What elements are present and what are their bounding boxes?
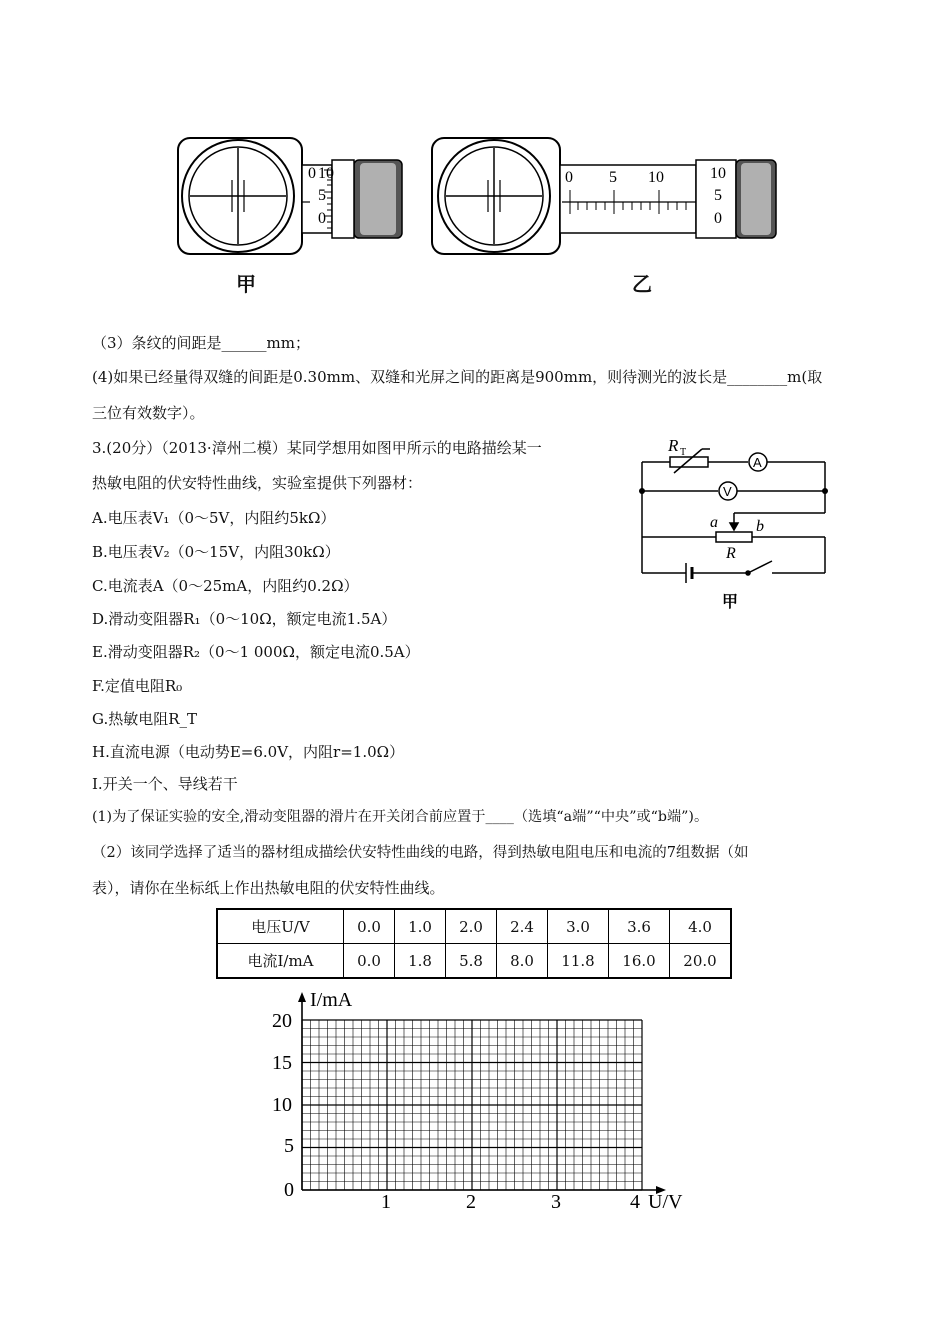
x-tick-1: 1 <box>381 1191 391 1213</box>
problem-3-line-1: 3.(20分）（2013·漳州二模）某同学想用如图甲所示的电路描绘某一 <box>92 439 542 457</box>
figure-caption-jia: 甲 <box>236 272 256 296</box>
table-header-current: 电流I/mA <box>217 944 344 979</box>
right-main-tick-5: 5 <box>609 169 617 186</box>
micrometer-figure <box>170 130 790 260</box>
ammeter-symbol: A <box>753 455 762 470</box>
table-cell: 8.0 <box>497 944 548 979</box>
sub-question-1: (1)为了保证实验的安全,滑动变阻器的滑片在开关闭合前应置于____（选填“a端”“中央”或“b端”)。 <box>92 809 709 825</box>
right-drum-tick-5: 5 <box>714 187 722 204</box>
table-cell: 0.0 <box>344 944 395 979</box>
table-cell: 2.0 <box>446 909 497 944</box>
x-tick-2: 2 <box>466 1191 476 1213</box>
x-axis-label: U/V <box>648 1191 683 1213</box>
eyepiece-left <box>178 138 402 254</box>
equipment-item-b: B.电压表V₂（0～15V，内阻30kΩ） <box>92 543 340 561</box>
left-drum-tick-10: 10 <box>318 165 334 182</box>
table-cell: 2.4 <box>497 909 548 944</box>
circuit-diagram <box>630 435 840 610</box>
x-tick-4: 4 <box>630 1191 640 1213</box>
question-3-part-3: （3）条纹的间距是______mm； <box>92 334 310 352</box>
eyepiece-right <box>432 138 776 254</box>
question-3-part-4-line-2: 三位有效数字）。 <box>92 404 205 422</box>
sub-question-2-line-2: 表），请你在坐标纸上作出热敏电阻的伏安特性曲线。 <box>92 879 445 897</box>
graph-paper <box>260 990 700 1220</box>
table-cell: 0.0 <box>344 909 395 944</box>
y-tick-15: 15 <box>272 1052 292 1074</box>
right-main-tick-10: 10 <box>648 169 664 186</box>
table-cell: 5.8 <box>446 944 497 979</box>
left-scale-zero: 0 <box>308 165 316 182</box>
problem-3-line-2: 热敏电阻的伏安特性曲线，实验室提供下列器材： <box>92 474 423 492</box>
y-axis-arrow <box>298 992 306 1002</box>
equipment-item-a: A.电压表V₁（0～5V，内阻约5kΩ） <box>92 509 336 527</box>
left-drum-tick-0: 0 <box>318 210 326 227</box>
table-cell: 1.0 <box>395 909 446 944</box>
right-drum-tick-0: 0 <box>714 210 722 227</box>
equipment-item-g: G.热敏电阻R_T <box>92 710 198 728</box>
figure-caption-yi: 乙 <box>632 272 652 296</box>
x-tick-3: 3 <box>551 1191 561 1213</box>
equipment-item-h: H.直流电源（电动势E=6.0V，内阻r=1.0Ω） <box>92 743 405 761</box>
voltmeter-symbol: V <box>723 484 732 499</box>
right-drum-tick-10: 10 <box>710 165 726 182</box>
question-3-part-4-line-1: (4)如果已经量得双缝的间距是0.30mm、双缝和光屏之间的距离是900mm，则待测光的波长是________m(取 <box>92 368 823 386</box>
y-tick-5: 5 <box>284 1135 294 1157</box>
table-header-voltage: 电压U/V <box>217 909 344 944</box>
thermistor-subscript: T <box>680 447 687 458</box>
sub-question-2-line-1: （2）该同学选择了适当的器材组成描绘伏安特性曲线的电路，得到热敏电阻电压和电流的7组数据（如 <box>92 845 749 861</box>
left-drum-tick-5: 5 <box>318 187 326 204</box>
data-table <box>216 908 732 979</box>
y-tick-10: 10 <box>272 1094 292 1116</box>
rheostat-label: R <box>726 545 736 562</box>
table-cell: 3.0 <box>548 909 609 944</box>
origin-label: 0 <box>284 1179 294 1201</box>
grid <box>302 1020 642 1190</box>
equipment-item-i: I.开关一个、导线若干 <box>92 775 238 793</box>
table-row-current <box>217 944 731 979</box>
table-cell: 1.8 <box>395 944 446 979</box>
table-cell: 4.0 <box>670 909 732 944</box>
table-cell: 3.6 <box>609 909 670 944</box>
right-main-tick-0: 0 <box>565 169 573 186</box>
terminal-a-label: a <box>710 514 718 531</box>
terminal-b-label: b <box>756 518 764 535</box>
table-cell: 20.0 <box>670 944 732 979</box>
equipment-item-e: E.滑动变阻器R₂（0～1 000Ω，额定电流0.5A） <box>92 643 420 661</box>
y-tick-20: 20 <box>272 1010 292 1032</box>
equipment-item-f: F.定值电阻R₀ <box>92 677 183 695</box>
table-row-voltage <box>217 909 731 944</box>
thermistor-label: R <box>668 436 679 455</box>
equipment-item-c: C.电流表A（0～25mA，内阻约0.2Ω） <box>92 577 359 595</box>
table-cell: 11.8 <box>548 944 609 979</box>
junction-dot-left <box>639 488 645 494</box>
equipment-item-d: D.滑动变阻器R₁（0～10Ω，额定电流1.5A） <box>92 610 397 628</box>
table-cell: 16.0 <box>609 944 670 979</box>
y-axis-label: I/mA <box>310 990 353 1011</box>
junction-dot-right <box>822 488 828 494</box>
circuit-caption: 甲 <box>722 592 739 610</box>
